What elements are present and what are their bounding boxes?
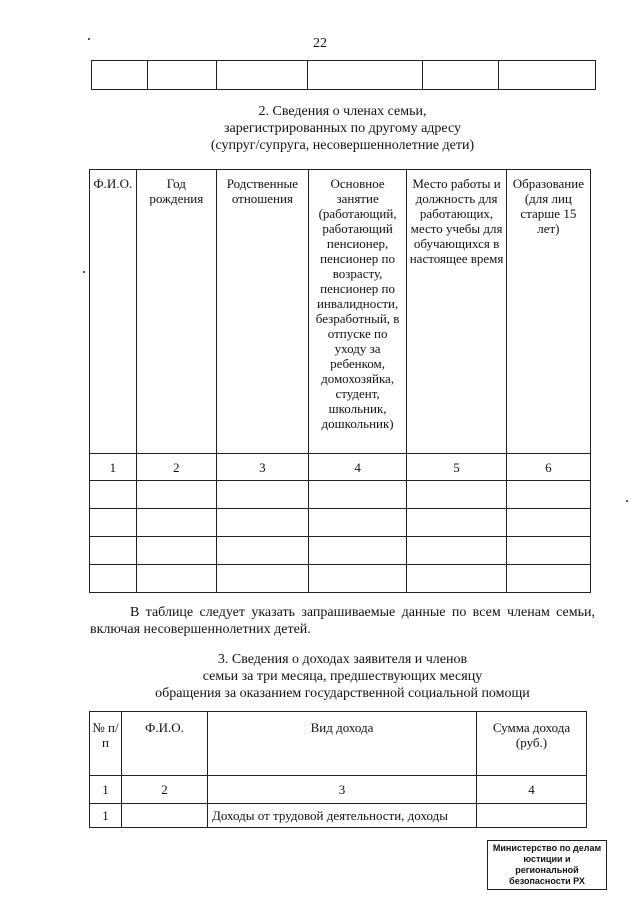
table-cell (308, 61, 423, 90)
table-cell (308, 509, 407, 537)
row-income-type: Доходы от трудовой деятельности, доходы (208, 804, 477, 828)
col-header-relation (216, 170, 308, 454)
table-row (90, 565, 591, 593)
table-cell (499, 61, 596, 90)
col-header-fio (90, 170, 137, 454)
table-cell (136, 565, 216, 593)
table-cell (90, 565, 137, 593)
scan-speck (88, 38, 90, 40)
table-header-row (90, 170, 591, 454)
table-cell (92, 61, 148, 90)
table-cell (506, 481, 590, 509)
row-number: 1 (90, 804, 122, 828)
col-header-label: Основное занятие (работающий, работающий пенсионер, пенсионер по возрасту, пенсионер по инвалидности, безработный, в отпуске по уходу за ребенком, домохозяйка, студент, школьник, дошкольник) (315, 176, 400, 431)
section3-heading-line: обращения за оказанием государственной социальной помощи (155, 686, 530, 701)
column-number: 2 (136, 454, 216, 481)
table-cell (216, 565, 308, 593)
column-number: 1 (90, 454, 137, 481)
col-header-label: Родственные отношения (226, 176, 299, 206)
family-members-table (89, 169, 591, 593)
table-cell (423, 61, 499, 90)
table-cell (216, 481, 308, 509)
table-cell (407, 565, 506, 593)
col-header-label: Место работы и должность для работающих, место учебы для обучающихся в настоящее время (409, 176, 504, 266)
col-header-label: Сумма дохода (руб.) (492, 720, 571, 750)
table-cell (506, 509, 590, 537)
table-cell (407, 509, 506, 537)
col-header-number (90, 712, 122, 776)
table-cell (506, 565, 590, 593)
col-header-birth-year (136, 170, 216, 454)
column-number: 2 (122, 776, 208, 804)
table-cell (308, 565, 407, 593)
table-cell (90, 509, 137, 537)
col-header-label: Образование (для лиц старше 15 лет) (512, 176, 584, 236)
col-header-education (506, 170, 590, 454)
table-cell (217, 61, 308, 90)
col-header-fio (122, 712, 208, 776)
table-number-row (90, 454, 591, 481)
column-number: 5 (407, 454, 506, 481)
col-header-label: Ф.И.О. (145, 720, 184, 735)
stamp-line: безопасности РХ (509, 876, 585, 886)
col-header-label: Год рождения (149, 176, 204, 206)
section2-heading-line: (супруг/супруга, несовершеннолетние дети) (210, 138, 475, 153)
column-number: 6 (506, 454, 590, 481)
col-header-workplace (407, 170, 506, 454)
table-cell (506, 537, 590, 565)
col-header-occupation (308, 170, 407, 454)
ministry-stamp (487, 840, 607, 890)
column-number: 4 (477, 776, 587, 804)
scan-speck (626, 500, 628, 502)
col-header-income-type (208, 712, 477, 776)
page-number: 22 (313, 36, 327, 51)
table-cell (216, 509, 308, 537)
section3-heading-line: семьи за три месяца, предшествующих месяцу (202, 669, 483, 684)
column-number: 3 (208, 776, 477, 804)
section2-heading (90, 103, 595, 154)
col-header-income-sum (477, 712, 587, 776)
column-number: 4 (308, 454, 407, 481)
table-cell (308, 537, 407, 565)
table-cell (407, 537, 506, 565)
table-cell (136, 537, 216, 565)
table-cell (90, 481, 137, 509)
col-header-label: № п/п (92, 720, 119, 750)
scan-speck (83, 271, 85, 273)
table-row (90, 537, 591, 565)
table-row (90, 804, 587, 828)
table-cell (308, 481, 407, 509)
col-header-label: Вид дохода (310, 720, 374, 735)
row-income-sum (477, 804, 587, 828)
section3-heading-line: 3. Сведения о доходах заявителя и членов (217, 652, 468, 667)
stamp-line: Министерство по делам (492, 843, 602, 853)
row-fio (122, 804, 208, 828)
table-header-row (90, 712, 587, 776)
table-cell (216, 537, 308, 565)
table-number-row (90, 776, 587, 804)
table-row (90, 481, 591, 509)
column-number: 1 (90, 776, 122, 804)
table-row (90, 509, 591, 537)
section2-heading-line: 2. Сведения о членах семьи, (258, 104, 427, 119)
note-text: В таблице следует указать запрашиваемые данные по всем членам семьи, включая несовершеннолетних детей. (90, 605, 595, 637)
stamp-line: юстиции и региональной (515, 854, 579, 875)
income-table (89, 711, 587, 828)
table-cell (407, 481, 506, 509)
section2-heading-line: зарегистрированных по другому адресу (223, 121, 462, 136)
table-cell (90, 537, 137, 565)
table-cell (136, 481, 216, 509)
column-number: 3 (216, 454, 308, 481)
table-cell (136, 509, 216, 537)
col-header-label: Ф.И.О. (93, 176, 133, 191)
note-paragraph (90, 604, 595, 638)
table-cell (148, 61, 217, 90)
section3-heading (90, 651, 595, 702)
previous-table-continuation (91, 60, 596, 90)
